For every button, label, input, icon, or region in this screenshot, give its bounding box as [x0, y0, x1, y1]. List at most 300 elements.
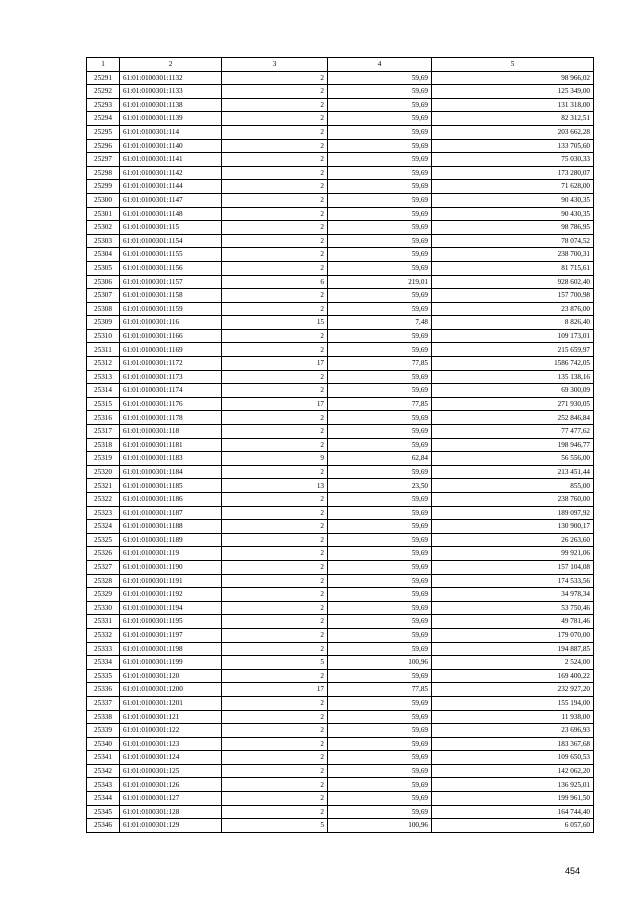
cadastral-number-cell: 61:01:0100301:1138 — [120, 98, 222, 112]
column-3-value-cell: 2 — [222, 628, 328, 642]
cadastral-number-cell: 61:01:0100301:1181 — [120, 438, 222, 452]
column-3-value-cell: 2 — [222, 329, 328, 343]
column-3-value-cell: 17 — [222, 357, 328, 371]
row-number-cell: 25312 — [87, 357, 120, 371]
column-5-value-cell: 81 715,61 — [432, 261, 594, 275]
column-5-value-cell: 69 300,09 — [432, 384, 594, 398]
column-4-value-cell: 100,96 — [328, 656, 432, 670]
column-4-value-cell: 77,85 — [328, 357, 432, 371]
cadastral-number-cell: 61:01:0100301:1132 — [120, 71, 222, 85]
cadastral-number-cell: 61:01:0100301:1200 — [120, 683, 222, 697]
column-3-value-cell: 2 — [222, 370, 328, 384]
column-4-value-cell: 59,69 — [328, 574, 432, 588]
column-3-value-cell: 2 — [222, 343, 328, 357]
cadastral-number-cell: 61:01:0100301:1154 — [120, 234, 222, 248]
row-number-cell: 25309 — [87, 316, 120, 330]
table-row — [87, 819, 594, 833]
column-3-value-cell: 2 — [222, 751, 328, 765]
column-4-value-cell: 59,69 — [328, 166, 432, 180]
column-3-value-cell: 2 — [222, 778, 328, 792]
column-5-value-cell: 855,00 — [432, 479, 594, 493]
column-3-value-cell: 2 — [222, 669, 328, 683]
table-row — [87, 737, 594, 751]
cadastral-number-cell: 61:01:0100301:125 — [120, 764, 222, 778]
column-4-value-cell: 59,69 — [328, 737, 432, 751]
column-5-value-cell: 49 781,46 — [432, 615, 594, 629]
table-row — [87, 479, 594, 493]
row-number-cell: 25314 — [87, 384, 120, 398]
cadastral-number-cell: 61:01:0100301:1140 — [120, 139, 222, 153]
column-5-value-cell: 90 430,35 — [432, 207, 594, 221]
cadastral-number-cell: 61:01:0100301:1187 — [120, 506, 222, 520]
column-4-value-cell: 59,69 — [328, 425, 432, 439]
row-number-cell: 25319 — [87, 452, 120, 466]
row-number-cell: 25340 — [87, 737, 120, 751]
table-row — [87, 710, 594, 724]
column-5-value-cell: 928 602,40 — [432, 275, 594, 289]
column-3-value-cell: 2 — [222, 696, 328, 710]
column-header-1: 1 — [87, 58, 120, 72]
column-4-value-cell: 59,69 — [328, 85, 432, 99]
column-3-value-cell: 13 — [222, 479, 328, 493]
column-3-value-cell: 2 — [222, 574, 328, 588]
column-5-value-cell: 157 104,08 — [432, 560, 594, 574]
row-number-cell: 25294 — [87, 112, 120, 126]
row-number-cell: 25315 — [87, 397, 120, 411]
column-5-value-cell: 26 263,60 — [432, 533, 594, 547]
column-3-value-cell: 2 — [222, 71, 328, 85]
column-4-value-cell: 59,69 — [328, 193, 432, 207]
column-3-value-cell: 5 — [222, 819, 328, 833]
row-number-cell: 25295 — [87, 125, 120, 139]
cadastral-number-cell: 61:01:0100301:120 — [120, 669, 222, 683]
column-4-value-cell: 59,69 — [328, 696, 432, 710]
column-4-value-cell: 77,85 — [328, 683, 432, 697]
row-number-cell: 25337 — [87, 696, 120, 710]
table-row — [87, 493, 594, 507]
table-row — [87, 153, 594, 167]
row-number-cell: 25326 — [87, 547, 120, 561]
column-3-value-cell: 2 — [222, 615, 328, 629]
cadastral-number-cell: 61:01:0100301:118 — [120, 425, 222, 439]
table-row — [87, 696, 594, 710]
row-number-cell: 25344 — [87, 792, 120, 806]
row-number-cell: 25316 — [87, 411, 120, 425]
row-number-cell: 25320 — [87, 465, 120, 479]
cadastral-number-cell: 61:01:0100301:1191 — [120, 574, 222, 588]
column-3-value-cell: 6 — [222, 275, 328, 289]
row-number-cell: 25298 — [87, 166, 120, 180]
table-row — [87, 357, 594, 371]
table-row — [87, 397, 594, 411]
row-number-cell: 25346 — [87, 819, 120, 833]
row-number-cell: 25293 — [87, 98, 120, 112]
row-number-cell: 25332 — [87, 628, 120, 642]
column-3-value-cell: 5 — [222, 656, 328, 670]
table-row — [87, 452, 594, 466]
row-number-cell: 25325 — [87, 533, 120, 547]
column-3-value-cell: 2 — [222, 724, 328, 738]
cadastral-number-cell: 61:01:0100301:1195 — [120, 615, 222, 629]
column-3-value-cell: 2 — [222, 261, 328, 275]
column-3-value-cell: 2 — [222, 560, 328, 574]
table-row — [87, 370, 594, 384]
cadastral-number-cell: 61:01:0100301:122 — [120, 724, 222, 738]
column-5-value-cell: 99 921,06 — [432, 547, 594, 561]
cadastral-number-cell: 61:01:0100301:1148 — [120, 207, 222, 221]
column-4-value-cell: 59,69 — [328, 384, 432, 398]
column-5-value-cell: 98 786,95 — [432, 221, 594, 235]
column-5-value-cell: 75 030,33 — [432, 153, 594, 167]
row-number-cell: 25328 — [87, 574, 120, 588]
row-number-cell: 25345 — [87, 805, 120, 819]
column-5-value-cell: 133 705,60 — [432, 139, 594, 153]
column-3-value-cell: 2 — [222, 533, 328, 547]
table-row — [87, 193, 594, 207]
column-5-value-cell: 215 659,97 — [432, 343, 594, 357]
column-4-value-cell: 59,69 — [328, 724, 432, 738]
cadastral-number-cell: 61:01:0100301:1176 — [120, 397, 222, 411]
column-5-value-cell: 82 312,51 — [432, 112, 594, 126]
cadastral-number-cell: 61:01:0100301:126 — [120, 778, 222, 792]
column-3-value-cell: 2 — [222, 125, 328, 139]
row-number-cell: 25330 — [87, 601, 120, 615]
column-5-value-cell: 1586 742,05 — [432, 357, 594, 371]
column-3-value-cell: 2 — [222, 112, 328, 126]
table-row — [87, 112, 594, 126]
column-4-value-cell: 59,69 — [328, 628, 432, 642]
cadastral-number-cell: 61:01:0100301:1189 — [120, 533, 222, 547]
table-row — [87, 547, 594, 561]
column-5-value-cell: 71 628,00 — [432, 180, 594, 194]
table-row — [87, 669, 594, 683]
cadastral-number-cell: 61:01:0100301:1141 — [120, 153, 222, 167]
row-number-cell: 25292 — [87, 85, 120, 99]
column-4-value-cell: 59,69 — [328, 329, 432, 343]
table-row — [87, 411, 594, 425]
column-3-value-cell: 2 — [222, 506, 328, 520]
column-3-value-cell: 9 — [222, 452, 328, 466]
cadastral-number-cell: 61:01:0100301:1147 — [120, 193, 222, 207]
column-4-value-cell: 59,69 — [328, 71, 432, 85]
cadastral-number-cell: 61:01:0100301:119 — [120, 547, 222, 561]
column-5-value-cell: 34 978,34 — [432, 588, 594, 602]
column-3-value-cell: 2 — [222, 139, 328, 153]
column-4-value-cell: 59,69 — [328, 778, 432, 792]
column-3-value-cell: 2 — [222, 547, 328, 561]
column-5-value-cell: 164 744,40 — [432, 805, 594, 819]
row-number-cell: 25335 — [87, 669, 120, 683]
table-row — [87, 139, 594, 153]
column-5-value-cell: 199 961,50 — [432, 792, 594, 806]
column-4-value-cell: 59,69 — [328, 465, 432, 479]
column-5-value-cell: 130 900,17 — [432, 520, 594, 534]
column-4-value-cell: 77,85 — [328, 397, 432, 411]
data-table — [86, 57, 594, 833]
table-row — [87, 533, 594, 547]
table-row — [87, 465, 594, 479]
column-3-value-cell: 17 — [222, 683, 328, 697]
column-5-value-cell: 56 556,00 — [432, 452, 594, 466]
row-number-cell: 25333 — [87, 642, 120, 656]
column-4-value-cell: 59,69 — [328, 248, 432, 262]
table-row — [87, 683, 594, 697]
table-body — [87, 71, 594, 832]
row-number-cell: 25304 — [87, 248, 120, 262]
column-3-value-cell: 2 — [222, 764, 328, 778]
row-number-cell: 25306 — [87, 275, 120, 289]
cadastral-number-cell: 61:01:0100301:1183 — [120, 452, 222, 466]
column-4-value-cell: 59,69 — [328, 343, 432, 357]
column-4-value-cell: 59,69 — [328, 533, 432, 547]
column-3-value-cell: 2 — [222, 234, 328, 248]
row-number-cell: 25291 — [87, 71, 120, 85]
table-row — [87, 71, 594, 85]
row-number-cell: 25308 — [87, 302, 120, 316]
column-4-value-cell: 59,69 — [328, 153, 432, 167]
cadastral-number-cell: 61:01:0100301:1197 — [120, 628, 222, 642]
row-number-cell: 25341 — [87, 751, 120, 765]
cadastral-number-cell: 61:01:0100301:1185 — [120, 479, 222, 493]
row-number-cell: 25317 — [87, 425, 120, 439]
table-header-row — [87, 58, 594, 72]
column-5-value-cell: 98 966,02 — [432, 71, 594, 85]
column-4-value-cell: 59,69 — [328, 207, 432, 221]
column-4-value-cell: 59,69 — [328, 411, 432, 425]
column-4-value-cell: 59,69 — [328, 615, 432, 629]
row-number-cell: 25300 — [87, 193, 120, 207]
table-row — [87, 601, 594, 615]
row-number-cell: 25302 — [87, 221, 120, 235]
cadastral-number-cell: 61:01:0100301:1198 — [120, 642, 222, 656]
column-3-value-cell: 2 — [222, 153, 328, 167]
row-number-cell: 25334 — [87, 656, 120, 670]
table-row — [87, 207, 594, 221]
column-3-value-cell: 2 — [222, 248, 328, 262]
column-4-value-cell: 59,69 — [328, 520, 432, 534]
table-row — [87, 628, 594, 642]
row-number-cell: 25329 — [87, 588, 120, 602]
row-number-cell: 25296 — [87, 139, 120, 153]
cadastral-number-cell: 61:01:0100301:124 — [120, 751, 222, 765]
column-5-value-cell: 169 400,22 — [432, 669, 594, 683]
column-4-value-cell: 59,69 — [328, 438, 432, 452]
cadastral-number-cell: 61:01:0100301:1144 — [120, 180, 222, 194]
cadastral-number-cell: 61:01:0100301:1199 — [120, 656, 222, 670]
column-5-value-cell: 77 477,62 — [432, 425, 594, 439]
table-row — [87, 520, 594, 534]
table-row — [87, 764, 594, 778]
table-row — [87, 329, 594, 343]
column-5-value-cell: 213 451,44 — [432, 465, 594, 479]
cadastral-number-cell: 61:01:0100301:1192 — [120, 588, 222, 602]
column-header-4: 4 — [328, 58, 432, 72]
cadastral-number-cell: 61:01:0100301:115 — [120, 221, 222, 235]
column-5-value-cell: 179 070,00 — [432, 628, 594, 642]
cadastral-number-cell: 61:01:0100301:1166 — [120, 329, 222, 343]
column-5-value-cell: 238 700,31 — [432, 248, 594, 262]
column-3-value-cell: 2 — [222, 289, 328, 303]
row-number-cell: 25339 — [87, 724, 120, 738]
table-row — [87, 642, 594, 656]
cadastral-number-cell: 61:01:0100301:1172 — [120, 357, 222, 371]
table-row — [87, 615, 594, 629]
column-5-value-cell: 232 927,20 — [432, 683, 594, 697]
column-3-value-cell: 15 — [222, 316, 328, 330]
column-4-value-cell: 59,69 — [328, 710, 432, 724]
column-4-value-cell: 59,69 — [328, 792, 432, 806]
column-5-value-cell: 203 662,28 — [432, 125, 594, 139]
column-5-value-cell: 183 367,68 — [432, 737, 594, 751]
table-row — [87, 221, 594, 235]
cadastral-number-cell: 61:01:0100301:1184 — [120, 465, 222, 479]
row-number-cell: 25324 — [87, 520, 120, 534]
column-5-value-cell: 155 194,00 — [432, 696, 594, 710]
page-number: 454 — [565, 866, 581, 876]
column-3-value-cell: 2 — [222, 180, 328, 194]
table-row — [87, 792, 594, 806]
table-row — [87, 574, 594, 588]
column-3-value-cell: 2 — [222, 710, 328, 724]
column-4-value-cell: 59,69 — [328, 98, 432, 112]
column-4-value-cell: 59,69 — [328, 493, 432, 507]
cadastral-number-cell: 61:01:0100301:1173 — [120, 370, 222, 384]
row-number-cell: 25310 — [87, 329, 120, 343]
column-3-value-cell: 2 — [222, 166, 328, 180]
row-number-cell: 25307 — [87, 289, 120, 303]
column-5-value-cell: 142 062,20 — [432, 764, 594, 778]
column-5-value-cell: 135 138,16 — [432, 370, 594, 384]
column-4-value-cell: 59,69 — [328, 642, 432, 656]
column-header-5: 5 — [432, 58, 594, 72]
cadastral-number-cell: 61:01:0100301:1188 — [120, 520, 222, 534]
table-row — [87, 166, 594, 180]
document-table-container — [86, 57, 593, 833]
table-row — [87, 275, 594, 289]
column-4-value-cell: 59,69 — [328, 588, 432, 602]
column-3-value-cell: 2 — [222, 221, 328, 235]
column-header-2: 2 — [120, 58, 222, 72]
cadastral-number-cell: 61:01:0100301:127 — [120, 792, 222, 806]
cadastral-number-cell: 61:01:0100301:1158 — [120, 289, 222, 303]
column-4-value-cell: 59,69 — [328, 506, 432, 520]
column-5-value-cell: 23 876,00 — [432, 302, 594, 316]
row-number-cell: 25297 — [87, 153, 120, 167]
cadastral-number-cell: 61:01:0100301:1139 — [120, 112, 222, 126]
table-row — [87, 98, 594, 112]
column-4-value-cell: 59,69 — [328, 289, 432, 303]
cadastral-number-cell: 61:01:0100301:1186 — [120, 493, 222, 507]
table-row — [87, 656, 594, 670]
cadastral-number-cell: 61:01:0100301:1194 — [120, 601, 222, 615]
column-5-value-cell: 174 533,56 — [432, 574, 594, 588]
cadastral-number-cell: 61:01:0100301:121 — [120, 710, 222, 724]
column-header-3: 3 — [222, 58, 328, 72]
column-5-value-cell: 252 846,84 — [432, 411, 594, 425]
row-number-cell: 25338 — [87, 710, 120, 724]
column-3-value-cell: 2 — [222, 193, 328, 207]
column-4-value-cell: 59,69 — [328, 669, 432, 683]
cadastral-number-cell: 61:01:0100301:1174 — [120, 384, 222, 398]
row-number-cell: 25336 — [87, 683, 120, 697]
column-3-value-cell: 2 — [222, 98, 328, 112]
column-4-value-cell: 100,96 — [328, 819, 432, 833]
column-5-value-cell: 53 750,46 — [432, 601, 594, 615]
row-number-cell: 25342 — [87, 764, 120, 778]
column-3-value-cell: 2 — [222, 207, 328, 221]
column-4-value-cell: 62,84 — [328, 452, 432, 466]
column-5-value-cell: 23 696,93 — [432, 724, 594, 738]
table-row — [87, 805, 594, 819]
row-number-cell: 25301 — [87, 207, 120, 221]
row-number-cell: 25323 — [87, 506, 120, 520]
cadastral-number-cell: 61:01:0100301:1142 — [120, 166, 222, 180]
row-number-cell: 25318 — [87, 438, 120, 452]
column-4-value-cell: 219,01 — [328, 275, 432, 289]
column-3-value-cell: 2 — [222, 384, 328, 398]
row-number-cell: 25343 — [87, 778, 120, 792]
column-5-value-cell: 8 826,40 — [432, 316, 594, 330]
cadastral-number-cell: 61:01:0100301:1156 — [120, 261, 222, 275]
column-5-value-cell: 238 760,00 — [432, 493, 594, 507]
row-number-cell: 25313 — [87, 370, 120, 384]
row-number-cell: 25311 — [87, 343, 120, 357]
table-row — [87, 384, 594, 398]
table-row — [87, 506, 594, 520]
row-number-cell: 25321 — [87, 479, 120, 493]
table-row — [87, 425, 594, 439]
table-row — [87, 316, 594, 330]
column-3-value-cell: 2 — [222, 737, 328, 751]
table-row — [87, 180, 594, 194]
cadastral-number-cell: 61:01:0100301:1178 — [120, 411, 222, 425]
table-row — [87, 85, 594, 99]
column-3-value-cell: 2 — [222, 642, 328, 656]
row-number-cell: 25322 — [87, 493, 120, 507]
column-3-value-cell: 2 — [222, 302, 328, 316]
column-4-value-cell: 59,69 — [328, 180, 432, 194]
cadastral-number-cell: 61:01:0100301:116 — [120, 316, 222, 330]
column-3-value-cell: 17 — [222, 397, 328, 411]
cadastral-number-cell: 61:01:0100301:1157 — [120, 275, 222, 289]
cadastral-number-cell: 61:01:0100301:128 — [120, 805, 222, 819]
column-4-value-cell: 59,69 — [328, 764, 432, 778]
column-5-value-cell: 2 524,00 — [432, 656, 594, 670]
table-row — [87, 289, 594, 303]
column-5-value-cell: 125 349,00 — [432, 85, 594, 99]
column-3-value-cell: 2 — [222, 438, 328, 452]
column-3-value-cell: 2 — [222, 85, 328, 99]
cadastral-number-cell: 61:01:0100301:1159 — [120, 302, 222, 316]
column-5-value-cell: 90 430,35 — [432, 193, 594, 207]
cadastral-number-cell: 61:01:0100301:1201 — [120, 696, 222, 710]
column-4-value-cell: 59,69 — [328, 261, 432, 275]
column-4-value-cell: 23,50 — [328, 479, 432, 493]
column-3-value-cell: 2 — [222, 588, 328, 602]
column-5-value-cell: 109 650,53 — [432, 751, 594, 765]
row-number-cell: 25327 — [87, 560, 120, 574]
column-5-value-cell: 78 074,52 — [432, 234, 594, 248]
table-row — [87, 248, 594, 262]
column-5-value-cell: 271 930,05 — [432, 397, 594, 411]
column-3-value-cell: 2 — [222, 792, 328, 806]
cadastral-number-cell: 61:01:0100301:1155 — [120, 248, 222, 262]
row-number-cell: 25305 — [87, 261, 120, 275]
column-3-value-cell: 2 — [222, 425, 328, 439]
table-row — [87, 778, 594, 792]
table-row — [87, 125, 594, 139]
cadastral-number-cell: 61:01:0100301:114 — [120, 125, 222, 139]
